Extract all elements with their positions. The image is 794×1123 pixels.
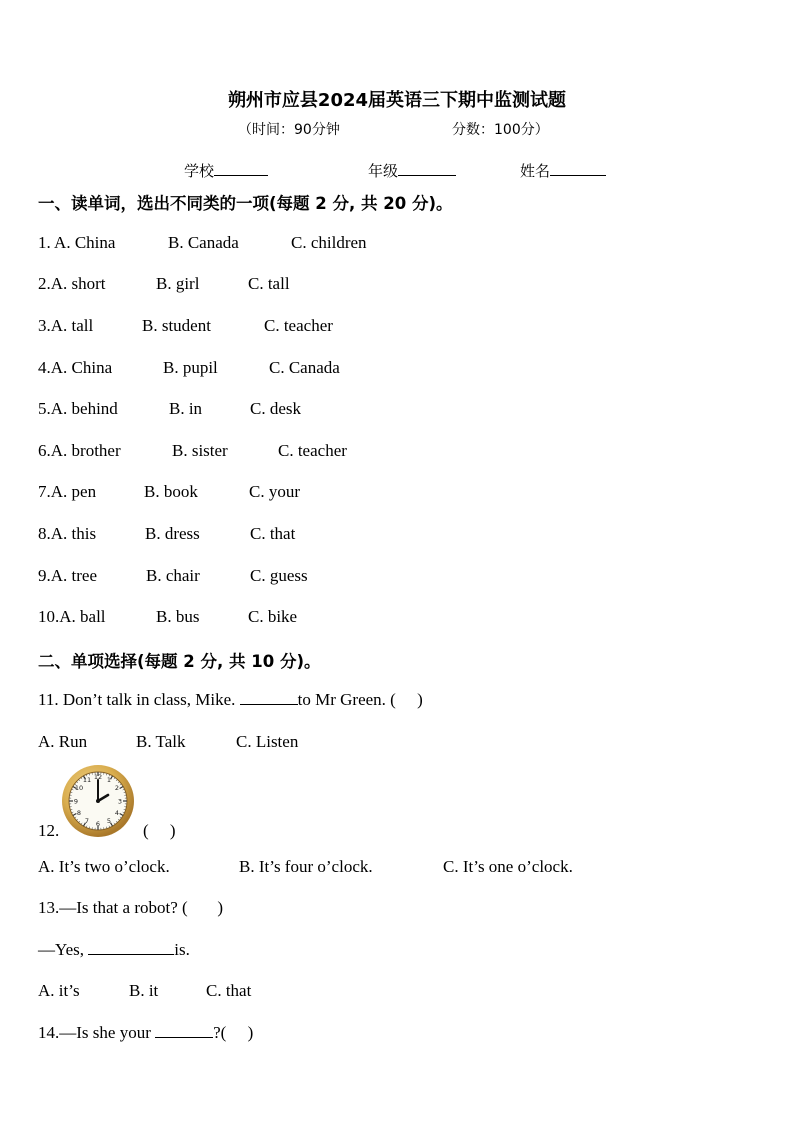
- clock-icon: [60, 763, 136, 839]
- grade-label: 年级: [368, 162, 399, 180]
- q7-a: 7.A. pen: [38, 482, 97, 501]
- q1-b: B. Canada: [168, 233, 239, 252]
- q13-c: C. that: [206, 981, 252, 1000]
- q6-b: B. sister: [172, 441, 228, 460]
- q1-c: C. children: [291, 233, 367, 252]
- q11-blank: [240, 690, 298, 705]
- q2-c: C. tall: [248, 274, 290, 293]
- q1-a: 1. A. China: [38, 233, 116, 252]
- q2-b: B. girl: [156, 274, 200, 293]
- q13-line2-post: is.: [174, 940, 190, 959]
- q13-line1: 13.—Is that a robot? ( ): [38, 898, 224, 917]
- q9-b: B. chair: [146, 566, 200, 585]
- q11-c: C. Listen: [236, 732, 299, 751]
- school-field: [184, 159, 268, 181]
- q9-c: C. guess: [250, 566, 308, 585]
- svg-text:2: 2: [114, 784, 120, 792]
- q9-a: 9.A. tree: [38, 566, 98, 585]
- q14-pre: 14.—Is she your: [38, 1023, 151, 1042]
- q5-c: C. desk: [250, 399, 301, 418]
- q12-b: B. It’s four o’clock.: [239, 857, 373, 876]
- q6-c: C. teacher: [278, 441, 347, 460]
- grade-blank: [398, 159, 456, 176]
- q14-blank: [155, 1023, 213, 1038]
- q13-line2-pre: —Yes,: [38, 940, 84, 959]
- q4-c: C. Canada: [269, 358, 340, 377]
- q13-b: B. it: [129, 981, 159, 1000]
- q14-post: ?( ): [213, 1023, 254, 1042]
- q2-a: 2.A. short: [38, 274, 106, 293]
- q13-line2: [38, 940, 190, 960]
- section1-heading: 一、读单词，选出不同类的一项(每题 2 分, 共 20 分)。: [38, 194, 453, 213]
- name-field: [520, 159, 606, 181]
- svg-text:4: 4: [114, 809, 120, 817]
- q4-b: B. pupil: [163, 358, 218, 377]
- name-blank: [550, 159, 606, 176]
- exam-time: （时间：90分钟: [238, 122, 340, 138]
- q11-stem: [38, 690, 423, 710]
- svg-text:1: 1: [106, 776, 112, 784]
- q12-paren: ( ): [143, 821, 176, 840]
- q3-b: B. student: [142, 316, 211, 335]
- q8-c: C. that: [250, 524, 296, 543]
- q7-c: C. your: [249, 482, 300, 501]
- q6-a: 6.A. brother: [38, 441, 121, 460]
- svg-text:12: 12: [93, 773, 103, 781]
- q11-pre: 11. Don’t talk in class, Mike.: [38, 690, 236, 709]
- school-blank: [214, 159, 268, 176]
- q10-c: C. bike: [248, 607, 298, 626]
- q7-b: B. book: [144, 482, 198, 501]
- q8-b: B. dress: [145, 524, 200, 543]
- q10-a: 10.A. ball: [38, 607, 106, 626]
- q12-a: A. It’s two o’clock.: [38, 857, 170, 876]
- q13-blank: [88, 940, 174, 955]
- q8-a: 8.A. this: [38, 524, 97, 543]
- page-title: 朔州市应县2024届英语三下期中监测试题: [227, 90, 567, 111]
- q3-c: C. teacher: [264, 316, 333, 335]
- svg-text:5: 5: [106, 817, 112, 825]
- svg-text:7: 7: [84, 817, 90, 825]
- q12-number: 12.: [38, 821, 60, 840]
- svg-text:8: 8: [76, 809, 82, 817]
- school-label: 学校: [184, 162, 215, 180]
- svg-text:11: 11: [82, 776, 92, 784]
- section2-heading: 二、单项选择(每题 2 分, 共 10 分)。: [38, 652, 321, 671]
- name-label: 姓名: [520, 162, 551, 180]
- q13-a: A. it’s: [38, 981, 80, 1000]
- svg-text:3: 3: [117, 797, 123, 806]
- q12-c: C. It’s one o’clock.: [443, 857, 573, 876]
- q10-b: B. bus: [156, 607, 200, 626]
- svg-text:6: 6: [95, 820, 101, 828]
- q3-a: 3.A. tall: [38, 316, 94, 335]
- exam-score: 分数：100分）: [452, 122, 549, 138]
- q4-a: 4.A. China: [38, 358, 113, 377]
- q11-b: B. Talk: [136, 732, 186, 751]
- svg-text:9: 9: [73, 797, 79, 806]
- q14-stem: [38, 1023, 253, 1043]
- q11-a: A. Run: [38, 732, 88, 751]
- q5-a: 5.A. behind: [38, 399, 118, 418]
- q11-post: to Mr Green. ( ): [297, 690, 423, 709]
- grade-field: [368, 159, 456, 181]
- svg-text:10: 10: [74, 784, 84, 792]
- q5-b: B. in: [169, 399, 203, 418]
